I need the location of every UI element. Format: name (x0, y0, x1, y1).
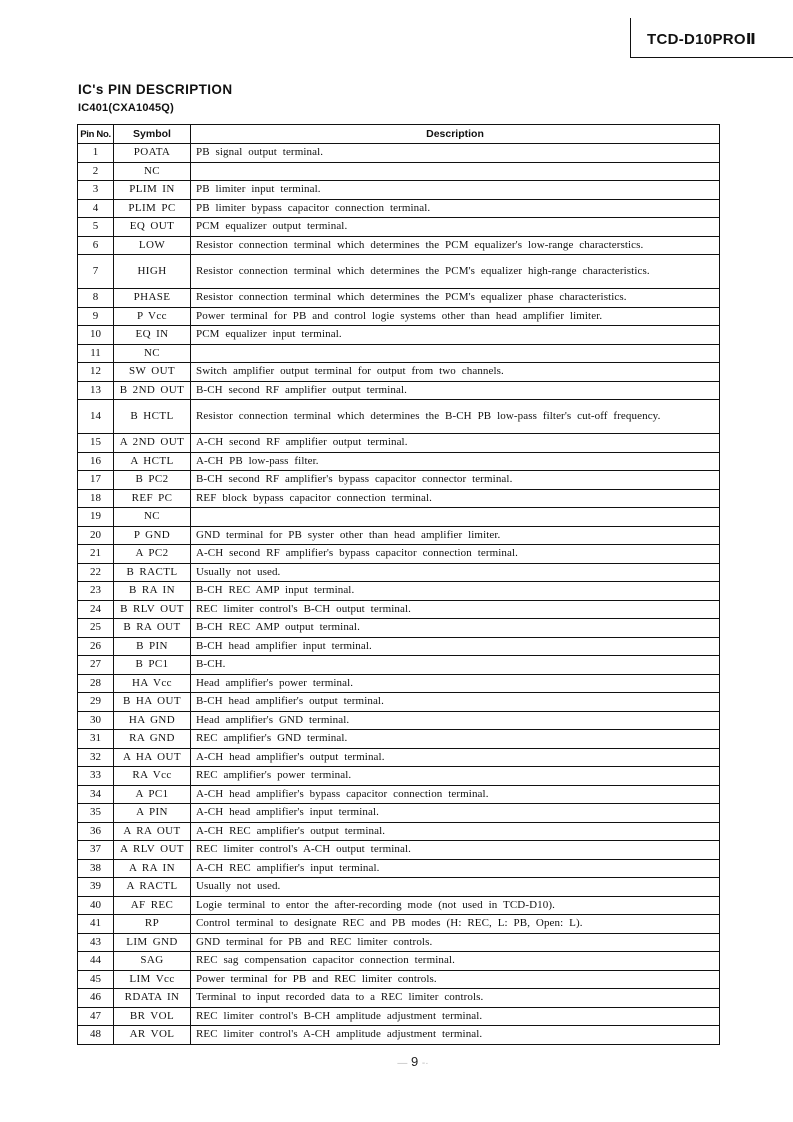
pin-number-cell: 36 (78, 822, 114, 841)
pin-number-cell: 10 (78, 326, 114, 345)
pin-description-cell: GND terminal for PB syster other than head amplifier limiter. (191, 526, 720, 545)
pin-description-cell: PB limiter bypass capacitor connection terminal. (191, 199, 720, 218)
table-row (78, 711, 720, 730)
pin-description-cell: PB signal output terminal. (191, 144, 720, 163)
pin-symbol-cell: HIGH (114, 255, 191, 289)
pin-description-cell: Control terminal to designate REC and PB modes (H: REC, L: PB, Open: L). (191, 915, 720, 934)
table-row (78, 255, 720, 289)
table-header-row (78, 125, 720, 144)
table-row (78, 952, 720, 971)
pin-number-cell: 30 (78, 711, 114, 730)
pin-number-cell: 27 (78, 656, 114, 675)
pin-number-cell: 29 (78, 693, 114, 712)
pin-description-cell: A-CH head amplifier's bypass capacitor connection terminal. (191, 785, 720, 804)
table-row (78, 162, 720, 181)
table-row (78, 600, 720, 619)
table-row (78, 289, 720, 308)
table-row (78, 344, 720, 363)
pin-description-cell: REF block bypass capacitor connection terminal. (191, 489, 720, 508)
pin-description-cell: B-CH head amplifier input terminal. (191, 637, 720, 656)
pin-description-cell (191, 508, 720, 527)
pin-symbol-cell: B RA IN (114, 582, 191, 601)
pin-symbol-cell: LOW (114, 236, 191, 255)
pin-symbol-cell: A RLV OUT (114, 841, 191, 860)
table-row (78, 785, 720, 804)
pin-symbol-cell: RA GND (114, 730, 191, 749)
pin-number-cell: 6 (78, 236, 114, 255)
pin-symbol-cell: A PC1 (114, 785, 191, 804)
pin-number-cell: 23 (78, 582, 114, 601)
table-row (78, 236, 720, 255)
pin-description-cell: A-CH REC amplifier's output terminal. (191, 822, 720, 841)
pin-symbol-cell: P Vcc (114, 307, 191, 326)
pin-description-cell: Resistor connection terminal which determines the PCM's equalizer high-range characteristics. (191, 255, 720, 289)
pin-symbol-cell: NC (114, 344, 191, 363)
table-row (78, 400, 720, 434)
pin-description-cell: Switch amplifier output terminal for output from two channels. (191, 363, 720, 382)
pin-number-cell: 33 (78, 767, 114, 786)
pin-description-cell: B-CH. (191, 656, 720, 675)
pin-description-cell: PCM equalizer input terminal. (191, 326, 720, 345)
pin-symbol-cell: REF PC (114, 489, 191, 508)
model-number: TCD-D10PROⅡ (647, 31, 757, 48)
pin-symbol-cell: B PC2 (114, 471, 191, 490)
pin-number-cell: 45 (78, 970, 114, 989)
pin-symbol-cell: RP (114, 915, 191, 934)
pin-symbol-cell: AF REC (114, 896, 191, 915)
pin-description-cell: A-CH REC amplifier's input terminal. (191, 859, 720, 878)
pin-number-cell: 24 (78, 600, 114, 619)
pin-symbol-cell: B RLV OUT (114, 600, 191, 619)
pin-symbol-cell: SAG (114, 952, 191, 971)
header-pin-no: Pin No. (78, 125, 114, 144)
pin-symbol-cell: A HCTL (114, 452, 191, 471)
pin-description-cell: A-CH second RF amplifier output terminal. (191, 434, 720, 453)
table-body (78, 144, 720, 1045)
pin-number-cell: 7 (78, 255, 114, 289)
pin-symbol-cell: LIM Vcc (114, 970, 191, 989)
pin-symbol-cell: B HA OUT (114, 693, 191, 712)
pin-description-cell: Resistor connection terminal which determines the B-CH PB low-pass filter's cut-off frequency. (191, 400, 720, 434)
pin-number-cell: 19 (78, 508, 114, 527)
pin-symbol-cell: PLIM IN (114, 181, 191, 200)
table-row (78, 1026, 720, 1045)
table-row (78, 144, 720, 163)
table-row (78, 307, 720, 326)
pin-symbol-cell: B RA OUT (114, 619, 191, 638)
table-row (78, 363, 720, 382)
table-row (78, 933, 720, 952)
pin-number-cell: 46 (78, 989, 114, 1008)
pin-symbol-cell: BR VOL (114, 1007, 191, 1026)
pin-symbol-cell: LIM GND (114, 933, 191, 952)
table-row (78, 1007, 720, 1026)
pin-description-cell: Terminal to input recorded data to a REC limiter controls. (191, 989, 720, 1008)
pin-description-cell: Logie terminal to entor the after-recording mode (not used in TCD-D10). (191, 896, 720, 915)
pin-number-cell: 17 (78, 471, 114, 490)
pin-number-cell: 2 (78, 162, 114, 181)
ic-name: IC401(CXA1045Q) (78, 102, 174, 114)
table-row (78, 859, 720, 878)
pin-description-cell: REC sag compensation capacitor connection terminal. (191, 952, 720, 971)
pin-symbol-cell: B PC1 (114, 656, 191, 675)
pin-description-cell: Head amplifier's GND terminal. (191, 711, 720, 730)
pin-description-cell: REC limiter control's B-CH output terminal. (191, 600, 720, 619)
pin-symbol-cell: B PIN (114, 637, 191, 656)
pin-number-cell: 26 (78, 637, 114, 656)
pin-symbol-cell: A RA OUT (114, 822, 191, 841)
pin-description-cell: B-CH REC AMP input terminal. (191, 582, 720, 601)
pin-description-cell (191, 344, 720, 363)
table-row (78, 915, 720, 934)
pin-symbol-cell: A RACTL (114, 878, 191, 897)
pin-number-cell: 40 (78, 896, 114, 915)
pin-description-cell: Resistor connection terminal which determines the PCM equalizer's low-range characterstics. (191, 236, 720, 255)
pin-description-cell: A-CH head amplifier's input terminal. (191, 804, 720, 823)
pin-description-cell: B-CH head amplifier's output terminal. (191, 693, 720, 712)
model-header-box (630, 18, 793, 58)
pin-number-cell: 14 (78, 400, 114, 434)
pin-symbol-cell: B HCTL (114, 400, 191, 434)
pin-number-cell: 1 (78, 144, 114, 163)
pin-description-cell: PB limiter input terminal. (191, 181, 720, 200)
pin-description-cell: Resistor connection terminal which determines the PCM's equalizer phase characteristics. (191, 289, 720, 308)
header-symbol: Symbol (114, 125, 191, 144)
pin-description-cell: Usually not used. (191, 878, 720, 897)
pin-number-cell: 3 (78, 181, 114, 200)
pin-symbol-cell: SW OUT (114, 363, 191, 382)
pin-number-cell: 15 (78, 434, 114, 453)
pin-description-cell: Head amplifier's power terminal. (191, 674, 720, 693)
table-row (78, 970, 720, 989)
pin-symbol-cell: RDATA IN (114, 989, 191, 1008)
pin-description-cell: PCM equalizer output terminal. (191, 218, 720, 237)
pin-description-cell: REC amplifier's GND terminal. (191, 730, 720, 749)
pin-symbol-cell: PLIM PC (114, 199, 191, 218)
table-row (78, 181, 720, 200)
pin-symbol-cell: A PIN (114, 804, 191, 823)
pin-description-cell: REC limiter control's A-CH amplitude adjustment terminal. (191, 1026, 720, 1045)
table-row (78, 326, 720, 345)
pin-number-cell: 9 (78, 307, 114, 326)
pin-number-cell: 38 (78, 859, 114, 878)
pin-description-cell: A-CH head amplifier's output terminal. (191, 748, 720, 767)
pin-number-cell: 47 (78, 1007, 114, 1026)
pin-symbol-cell: NC (114, 162, 191, 181)
table-row (78, 381, 720, 400)
pin-number-cell: 18 (78, 489, 114, 508)
pin-symbol-cell: RA Vcc (114, 767, 191, 786)
table-row (78, 896, 720, 915)
pin-number-cell: 16 (78, 452, 114, 471)
pin-description-cell: REC limiter control's A-CH output terminal. (191, 841, 720, 860)
table-row (78, 489, 720, 508)
pin-number-cell: 48 (78, 1026, 114, 1045)
pin-symbol-cell: POATA (114, 144, 191, 163)
pin-symbol-cell: NC (114, 508, 191, 527)
pin-description-cell: GND terminal for PB and REC limiter controls. (191, 933, 720, 952)
pin-symbol-cell: B RACTL (114, 563, 191, 582)
table-row (78, 471, 720, 490)
table-row (78, 674, 720, 693)
table-row (78, 619, 720, 638)
pin-symbol-cell: A HA OUT (114, 748, 191, 767)
pin-symbol-cell: EQ IN (114, 326, 191, 345)
pin-number-cell: 22 (78, 563, 114, 582)
table-row (78, 563, 720, 582)
page-number: 9 (411, 1054, 419, 1069)
pin-description-cell: Power terminal for PB and control logie systems other than head amplifier limiter. (191, 307, 720, 326)
table-row (78, 878, 720, 897)
table-row (78, 545, 720, 564)
pin-number-cell: 44 (78, 952, 114, 971)
table-row (78, 767, 720, 786)
pin-description-cell: A-CH PB low-pass filter. (191, 452, 720, 471)
pin-description-cell: REC limiter control's B-CH amplitude adjustment terminal. (191, 1007, 720, 1026)
table-row (78, 693, 720, 712)
pin-symbol-cell: EQ OUT (114, 218, 191, 237)
pin-symbol-cell: A PC2 (114, 545, 191, 564)
table-row (78, 637, 720, 656)
pin-description-cell: B-CH REC AMP output terminal. (191, 619, 720, 638)
pin-symbol-cell: AR VOL (114, 1026, 191, 1045)
table-row (78, 748, 720, 767)
table-row (78, 989, 720, 1008)
pin-number-cell: 5 (78, 218, 114, 237)
table-row (78, 508, 720, 527)
table-row (78, 526, 720, 545)
pin-symbol-cell: A 2ND OUT (114, 434, 191, 453)
section-title: IC's PIN DESCRIPTION (78, 82, 233, 97)
pin-number-cell: 20 (78, 526, 114, 545)
pin-number-cell: 12 (78, 363, 114, 382)
pin-number-cell: 31 (78, 730, 114, 749)
table-row (78, 452, 720, 471)
table-row (78, 218, 720, 237)
header-description: Description (191, 125, 720, 144)
pin-symbol-cell: PHASE (114, 289, 191, 308)
pin-number-cell: 11 (78, 344, 114, 363)
table-row (78, 582, 720, 601)
pin-description-cell: Power terminal for PB and REC limiter controls. (191, 970, 720, 989)
pin-description-cell: B-CH second RF amplifier's bypass capacitor connector terminal. (191, 471, 720, 490)
pin-symbol-cell: HA Vcc (114, 674, 191, 693)
table-row (78, 730, 720, 749)
pin-number-cell: 25 (78, 619, 114, 638)
table-row (78, 656, 720, 675)
pin-number-cell: 37 (78, 841, 114, 860)
pin-description-cell: REC amplifier's power terminal. (191, 767, 720, 786)
pin-symbol-cell: A RA IN (114, 859, 191, 878)
pin-description-cell: B-CH second RF amplifier output terminal. (191, 381, 720, 400)
pin-number-cell: 13 (78, 381, 114, 400)
pin-description-cell: A-CH second RF amplifier's bypass capacitor connection terminal. (191, 545, 720, 564)
pin-description-cell (191, 162, 720, 181)
table-row (78, 199, 720, 218)
pin-number-cell: 8 (78, 289, 114, 308)
pin-number-cell: 28 (78, 674, 114, 693)
pin-number-cell: 41 (78, 915, 114, 934)
table-row (78, 804, 720, 823)
table-row (78, 822, 720, 841)
pin-number-cell: 4 (78, 199, 114, 218)
page-footer: — 9 -· (397, 1054, 429, 1069)
pin-number-cell: 21 (78, 545, 114, 564)
pin-number-cell: 43 (78, 933, 114, 952)
pin-symbol-cell: HA GND (114, 711, 191, 730)
pin-symbol-cell: B 2ND OUT (114, 381, 191, 400)
pin-number-cell: 34 (78, 785, 114, 804)
pin-description-table (77, 124, 720, 1045)
pin-description-cell: Usually not used. (191, 563, 720, 582)
pin-number-cell: 39 (78, 878, 114, 897)
table-row (78, 841, 720, 860)
pin-number-cell: 32 (78, 748, 114, 767)
pin-number-cell: 35 (78, 804, 114, 823)
pin-symbol-cell: P GND (114, 526, 191, 545)
table-row (78, 434, 720, 453)
